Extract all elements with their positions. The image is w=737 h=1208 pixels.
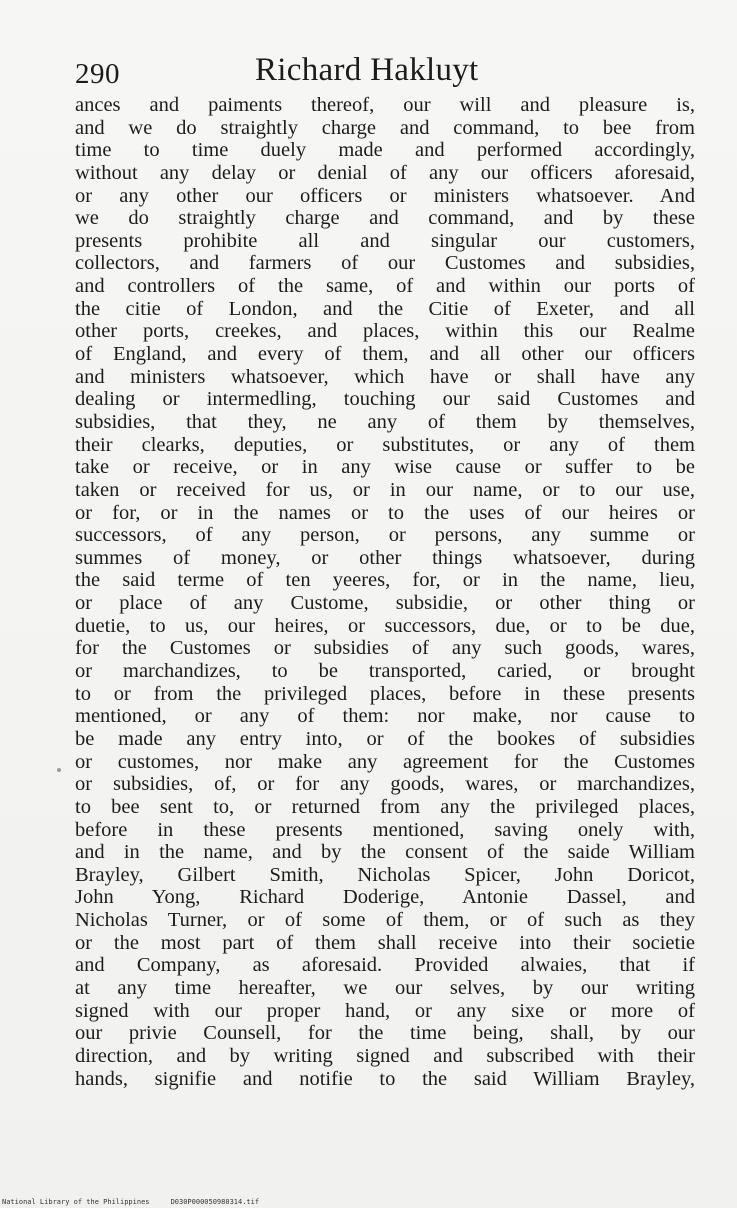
text-line: or any other our officers or ministers whatsoever. And — [75, 184, 695, 207]
text-line: presents prohibite all and singular our customers, — [75, 229, 695, 252]
text-line: to bee sent to, or returned from any the privileged places, — [75, 795, 695, 818]
text-line: John Yong, Richard Doderige, Antonie Dassel, and — [75, 886, 695, 909]
text-line: and we do straightly charge and command, to bee from — [75, 116, 695, 139]
text-line: signed with our proper hand, or any sixe or more of — [75, 999, 695, 1022]
text-line: of England, and every of them, and all other our officers — [75, 343, 695, 366]
text-line: and in the name, and by the consent of the saide William — [75, 841, 695, 864]
scan-footer-label: National Library of the Philippines D030P000050980314.tif — [2, 1198, 260, 1206]
text-line: and Company, as aforesaid. Provided alwaies, that if — [75, 954, 695, 977]
text-line: the said terme of ten yeeres, for, or in the name, lieu, — [75, 569, 695, 592]
text-line: at any time hereafter, we our selves, by our writing — [75, 976, 695, 999]
text-line: collectors, and farmers of our Customes and subsidies, — [75, 252, 695, 275]
text-line: hands, signifie and notifie to the said William Brayley, — [75, 1067, 695, 1090]
text-line: Nicholas Turner, or of some of them, or of such as they — [75, 909, 695, 932]
text-line: ances and paiments thereof, our will and pleasure is, — [75, 94, 695, 116]
text-line: mentioned, or any of them: nor make, nor cause to — [75, 705, 695, 728]
text-line: or place of any Custome, subsidie, or other thing or — [75, 592, 695, 615]
body-text — [75, 94, 695, 1090]
text-line: direction, and by writing signed and subscribed with their — [75, 1044, 695, 1067]
text-line: or for, or in the names or to the uses of our heires or — [75, 501, 695, 524]
text-line: before in these presents mentioned, saving onely with, — [75, 818, 695, 841]
text-line: time to time duely made and performed accordingly, — [75, 139, 695, 162]
text-line: or subsidies, of, or for any goods, wares, or marchandizes, — [75, 773, 695, 796]
text-line: taken or received for us, or in our name, or to our use, — [75, 478, 695, 501]
text-line: or the most part of them shall receive into their societie — [75, 931, 695, 954]
text-line: summes of money, or other things whatsoever, during — [75, 546, 695, 569]
text-line: other ports, creekes, and places, within this our Realme — [75, 320, 695, 343]
text-line: we do straightly charge and command, and by these — [75, 207, 695, 230]
text-line: dealing or intermedling, touching our said Customes and — [75, 388, 695, 411]
page-header — [75, 48, 695, 92]
running-title: Richard Hakluyt — [255, 52, 479, 88]
text-line: and ministers whatsoever, which have or shall have any — [75, 365, 695, 388]
text-line: duetie, to us, our heires, or successors, due, or to be due, — [75, 614, 695, 637]
text-line: or marchandizes, to be transported, caried, or brought — [75, 660, 695, 683]
text-line: or customes, nor make any agreement for the Customes — [75, 750, 695, 773]
page-number: 290 — [75, 58, 120, 90]
text-line: their clearks, deputies, or substitutes, or any of them — [75, 433, 695, 456]
text-line: to or from the privileged places, before in these presents — [75, 682, 695, 705]
text-line: without any delay or denial of any our officers aforesaid, — [75, 161, 695, 184]
text-line: subsidies, that they, ne any of them by themselves, — [75, 410, 695, 433]
margin-speck — [57, 768, 61, 772]
text-line: successors, of any person, or persons, any summe or — [75, 524, 695, 547]
text-line: the citie of London, and the Citie of Exeter, and all — [75, 297, 695, 320]
text-line: for the Customes or subsidies of any such goods, wares, — [75, 637, 695, 660]
text-line: Brayley, Gilbert Smith, Nicholas Spicer, John Doricot, — [75, 863, 695, 886]
text-line: and controllers of the same, of and within our ports of — [75, 275, 695, 298]
text-line: our privie Counsell, for the time being, shall, by our — [75, 1022, 695, 1045]
text-line: be made any entry into, or of the bookes of subsidies — [75, 727, 695, 750]
text-line: take or receive, or in any wise cause or suffer to be — [75, 456, 695, 479]
